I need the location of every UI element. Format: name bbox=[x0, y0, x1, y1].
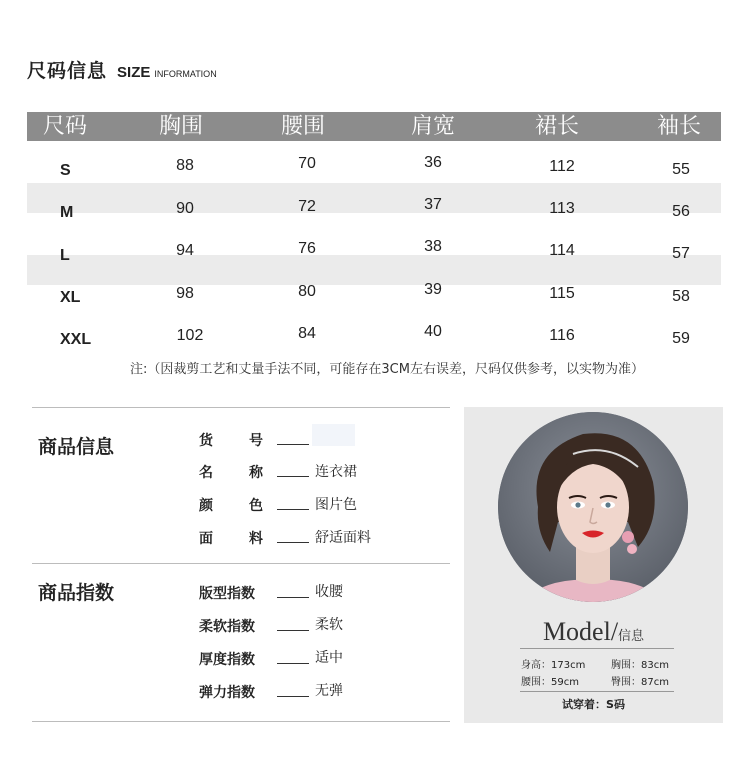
underline bbox=[277, 509, 309, 510]
model-hip: 臀围：87cm bbox=[611, 677, 669, 688]
label-char: 面 bbox=[199, 531, 213, 547]
label-fit-index: 版型指数 bbox=[199, 586, 255, 602]
label-char: 号 bbox=[249, 433, 263, 449]
table-cell: 38 bbox=[424, 238, 442, 255]
column-header-sleeve-length: 袖长 bbox=[656, 114, 702, 139]
table-cell: 72 bbox=[298, 198, 316, 215]
size-info-title: 尺码信息 bbox=[27, 60, 108, 82]
model-waist: 腰围：59cm bbox=[521, 677, 579, 688]
value-thickness-index: 适中 bbox=[315, 650, 343, 666]
item-code-box bbox=[312, 424, 355, 446]
table-cell: 116 bbox=[549, 327, 575, 344]
model-title-cn: 信息 bbox=[618, 629, 645, 644]
table-cell: 98 bbox=[176, 285, 194, 302]
table-cell-size: S bbox=[60, 162, 71, 179]
label-softness-index: 柔软指数 bbox=[199, 619, 255, 635]
label-name bbox=[199, 462, 263, 482]
table-cell: 94 bbox=[176, 242, 194, 259]
table-cell: 76 bbox=[298, 240, 316, 257]
label-char: 色 bbox=[249, 498, 263, 514]
table-cell: 58 bbox=[672, 288, 690, 305]
value-color: 图片色 bbox=[315, 497, 357, 513]
model-portrait-illustration bbox=[498, 412, 688, 602]
underline bbox=[277, 663, 309, 664]
divider bbox=[32, 563, 450, 564]
underline bbox=[277, 696, 309, 697]
column-header-waist: 腰围 bbox=[280, 114, 326, 139]
value-softness-index: 柔软 bbox=[315, 617, 343, 633]
table-row-stripe bbox=[27, 255, 721, 285]
label-thickness-index: 厚度指数 bbox=[199, 652, 255, 668]
table-cell: 80 bbox=[298, 283, 316, 300]
label-fabric bbox=[199, 528, 263, 548]
value-elasticity-index: 无弹 bbox=[315, 683, 343, 699]
model-card bbox=[464, 407, 723, 723]
label-char: 名 bbox=[199, 465, 213, 481]
column-header-size: 尺码 bbox=[42, 114, 88, 139]
value-fabric: 舒适面料 bbox=[315, 530, 371, 546]
model-try-on-size: 试穿着：S码 bbox=[562, 698, 625, 711]
column-header-shoulder: 肩宽 bbox=[410, 114, 456, 139]
table-cell: 114 bbox=[549, 242, 575, 259]
table-row-stripe bbox=[27, 183, 721, 213]
divider bbox=[32, 721, 450, 722]
table-cell-size: XL bbox=[60, 289, 81, 306]
table-cell-size: M bbox=[60, 204, 74, 221]
table-cell: 59 bbox=[672, 330, 690, 347]
divider bbox=[32, 407, 450, 408]
divider bbox=[520, 648, 674, 649]
table-cell: 36 bbox=[424, 154, 442, 171]
table-cell: 70 bbox=[298, 155, 316, 172]
column-header-dress-length: 裙长 bbox=[534, 114, 580, 139]
label-elasticity-index: 弹力指数 bbox=[199, 685, 255, 701]
table-cell: 39 bbox=[424, 281, 442, 298]
table-cell-size: L bbox=[60, 247, 70, 264]
table-cell: 56 bbox=[672, 203, 690, 220]
table-cell: 115 bbox=[549, 285, 575, 302]
label-char: 货 bbox=[199, 433, 213, 449]
underline bbox=[277, 476, 309, 477]
table-cell: 55 bbox=[672, 161, 690, 178]
label-char: 颜 bbox=[199, 498, 213, 514]
model-height: 身高：173cm bbox=[521, 660, 586, 671]
underline bbox=[277, 542, 309, 543]
underline bbox=[277, 444, 309, 445]
table-cell-size: XXL bbox=[60, 331, 92, 348]
underline bbox=[277, 597, 309, 598]
table-cell: 112 bbox=[549, 158, 575, 175]
table-cell: 40 bbox=[424, 323, 442, 340]
label-char: 料 bbox=[249, 531, 263, 547]
section-header bbox=[27, 56, 217, 83]
size-note: 注:（因裁剪工艺和丈量手法不同，可能存在3CM左右误差，尺码仅供参考，以实物为准） bbox=[130, 362, 644, 377]
product-info-title: 商品信息 bbox=[38, 436, 115, 458]
model-photo bbox=[498, 412, 688, 602]
table-cell: 113 bbox=[549, 200, 575, 217]
table-cell: 88 bbox=[176, 157, 194, 174]
model-title-en: Model/ bbox=[542, 617, 619, 646]
model-chest: 胸围：83cm bbox=[611, 660, 669, 671]
model-title bbox=[464, 617, 723, 647]
size-title-en: SIZE bbox=[117, 64, 151, 81]
table-cell: 102 bbox=[176, 327, 204, 344]
label-char: 称 bbox=[249, 465, 263, 481]
label-item-code bbox=[199, 430, 263, 450]
label-color bbox=[199, 495, 263, 515]
divider bbox=[520, 691, 674, 692]
value-fit-index: 收腰 bbox=[315, 584, 343, 600]
table-cell: 84 bbox=[298, 325, 316, 342]
column-header-chest: 胸围 bbox=[158, 114, 204, 139]
table-cell: 57 bbox=[672, 245, 690, 262]
table-cell: 37 bbox=[424, 196, 442, 213]
underline bbox=[277, 630, 309, 631]
value-name: 连衣裙 bbox=[315, 464, 357, 480]
table-cell: 90 bbox=[176, 200, 194, 217]
size-table bbox=[27, 112, 721, 141]
size-table-header bbox=[27, 112, 721, 141]
product-index-title: 商品指数 bbox=[38, 582, 115, 604]
information-label: INFORMATION bbox=[154, 69, 217, 79]
